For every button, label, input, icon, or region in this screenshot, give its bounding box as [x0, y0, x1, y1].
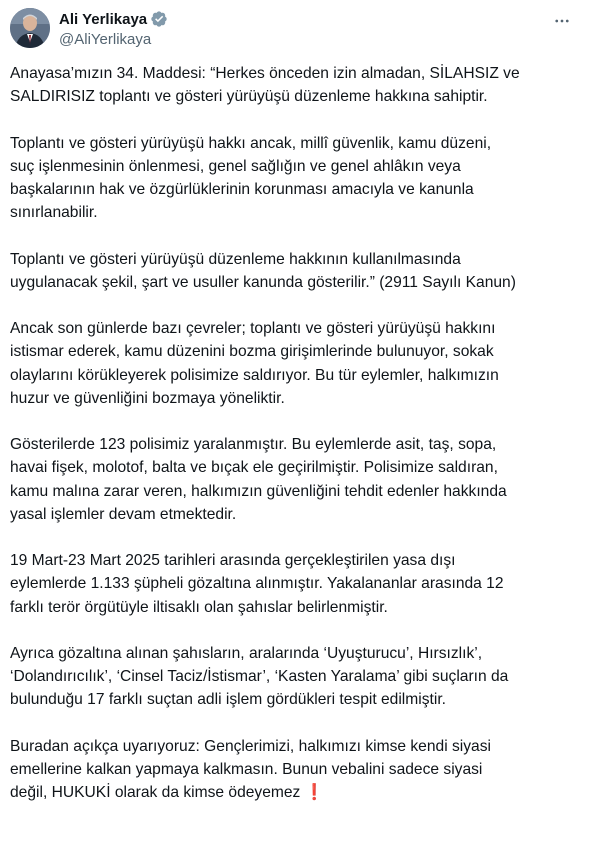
tweet-paragraph: Gösterilerde 123 polisimiz yaralanmıştır. Bu eylemlerde asit, taş, sopa, havai fişek, molotof, balta ve bıçak ele geçirilmiştir. Polisimize saldıran, kamu malına zarar veren, halkımızın güvenliğini tehdit edenler hakkında yasal işlemler devam etmektedir. — [10, 436, 507, 523]
display-name[interactable]: Ali Yerlikaya — [59, 10, 148, 28]
avatar[interactable] — [10, 8, 50, 48]
tweet-paragraph: Ancak son günlerde bazı çevreler; toplantı ve gösteri yürüyüşü hakkını istismar ederek, kamu düzenini bozma girişimlerinde bulunuyor, sokak olaylarını körükleyerek polisimize saldırıyor. Bu tür eylemler, halkımızın huzur ve güvenliğini bozmaya yöneliktir. — [10, 320, 499, 407]
red-exclamation-icon: ❗ — [304, 784, 325, 802]
verified-badge-icon[interactable] — [150, 10, 168, 28]
tweet-text — [10, 62, 582, 804]
tweet-paragraph: Anayasa’mızın 34. Maddesi: “Herkes önceden izin almadan, SİLAHSIZ ve SALDIRISIZ toplantı ve gösteri yürüyüşü düzenleme hakkına sahiptir. — [10, 65, 520, 106]
tweet-paragraph-last — [10, 735, 582, 805]
author-names — [59, 9, 168, 48]
tweet-paragraph: 19 Mart-23 Mart 2025 tarihleri arasında gerçekleştirilen yasa dışı eylemlerde 1.133 şüpheli gözaltına alınmıştır. Yakalananlar arasında 12 farklı terör örgütüyle iltisaklı olan şahıslar belirlenmiştir. — [10, 552, 504, 616]
tweet-paragraph: Toplantı ve gösteri yürüyüşü düzenleme hakkının kullanılmasında uygulanacak şekil, şart ve usuller kanunda gösterilir.” (2911 Sayılı Kanun) — [10, 250, 516, 291]
more-options-button[interactable] — [551, 12, 573, 34]
tweet-paragraph: Ayrıca gözaltına alınan şahısların, aralarında ‘Uyuşturucu’, Hırsızlık’, ‘Dolandırıcılık’, ‘Cinsel Taciz/İstismar’, ‘Kasten Yaralama’ gibi suçların da bulunduğu 17 farklı suçtan adli işlem gördükleri tespit edilmiştir. — [10, 644, 509, 709]
name-row — [59, 9, 168, 29]
tweet-header — [10, 8, 581, 50]
tweet-paragraph-text: Buradan açıkça uyarıyoruz: Gençlerimizi, halkımızı kimse kendi siyasi emellerine kalkan yapmaya kalkmasın. Bunun vebalini sadece siyasi değil, HUKUKİ olarak da kimse ödeyemez — [10, 737, 491, 802]
handle[interactable]: @AliYerlikaya — [59, 31, 152, 48]
more-horizontal-icon — [553, 12, 571, 35]
tweet-paragraph: Toplantı ve gösteri yürüyüşü hakkı ancak, millî güvenlik, kamu düzeni, suç işlenmesinin önlenmesi, genel sağlığın ve genel ahlâkın veya başkalarının hak ve özgürlüklerinin korunması amacıyla ve kanunla sınırlanabilir. — [10, 134, 492, 222]
